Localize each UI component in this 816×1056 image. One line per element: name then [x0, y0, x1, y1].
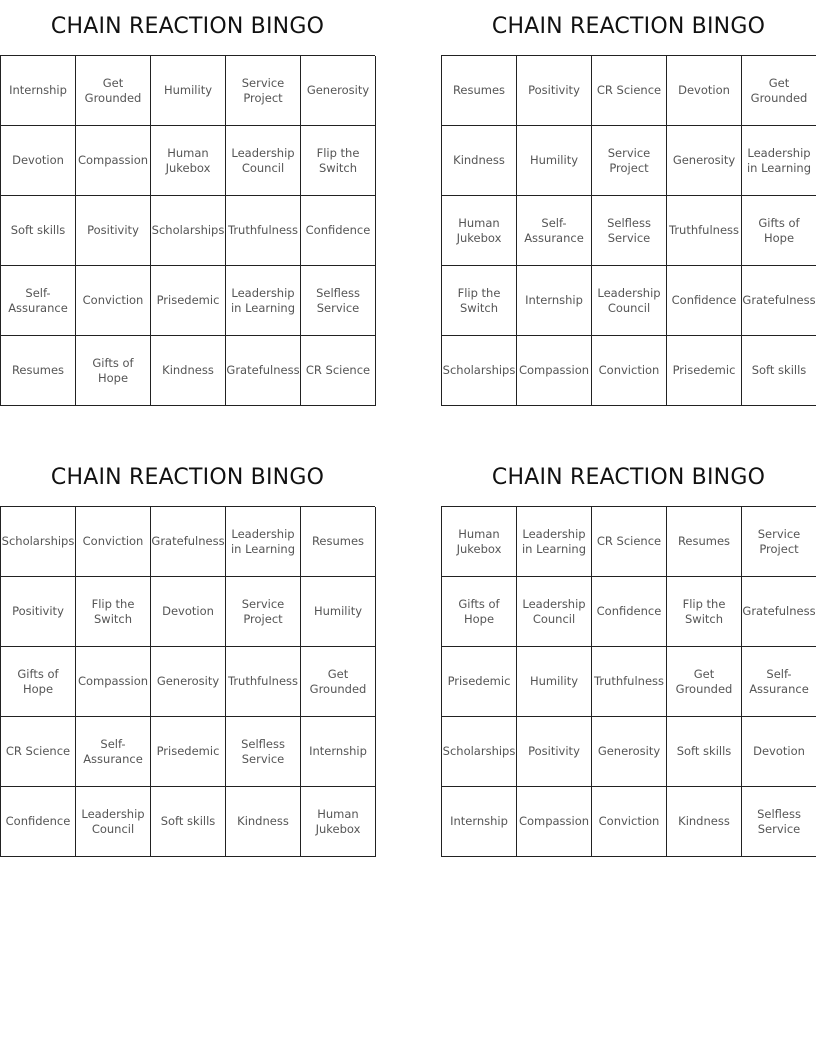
- bingo-cell: Human Jukebox: [151, 126, 226, 196]
- bingo-cell: Humility: [517, 126, 592, 196]
- bingo-cell: Confidence: [1, 787, 76, 857]
- bingo-cell: Prisedemic: [442, 647, 517, 717]
- bingo-card-3: [0, 451, 375, 857]
- bingo-cell: Selfless Service: [301, 266, 376, 336]
- bingo-cell: Scholarships: [1, 507, 76, 577]
- bingo-cell: Positivity: [76, 196, 151, 266]
- bingo-cell: Devotion: [667, 56, 742, 126]
- bingo-cell: Resumes: [667, 507, 742, 577]
- bingo-cell: Flip the Switch: [442, 266, 517, 336]
- bingo-cell: Leadership Council: [592, 266, 667, 336]
- bingo-cell: Scholarships: [151, 196, 226, 266]
- bingo-cell: Get Grounded: [742, 56, 816, 126]
- bingo-cell: Selfless Service: [742, 787, 816, 857]
- bingo-cell: Truthfulness: [667, 196, 742, 266]
- bingo-cell: CR Science: [592, 56, 667, 126]
- bingo-cell: Positivity: [517, 717, 592, 787]
- bingo-cell: Resumes: [1, 336, 76, 406]
- bingo-cell: Confidence: [301, 196, 376, 266]
- bingo-cell: Get Grounded: [301, 647, 376, 717]
- bingo-cell: Gratefulness: [151, 507, 226, 577]
- bingo-cell: Scholarships: [442, 717, 517, 787]
- bingo-cell: Flip the Switch: [301, 126, 376, 196]
- bingo-cell: Selfless Service: [226, 717, 301, 787]
- bingo-cell: Internship: [1, 56, 76, 126]
- bingo-cell: Human Jukebox: [442, 507, 517, 577]
- bingo-cell: Compassion: [517, 787, 592, 857]
- bingo-card-4: [441, 451, 816, 857]
- bingo-cell: Devotion: [151, 577, 226, 647]
- bingo-cell: Leadership in Learning: [226, 266, 301, 336]
- bingo-cell: Soft skills: [742, 336, 816, 406]
- bingo-cell: Humility: [301, 577, 376, 647]
- bingo-cell: Human Jukebox: [301, 787, 376, 857]
- bingo-cell: Kindness: [667, 787, 742, 857]
- bingo-cell: Compassion: [76, 647, 151, 717]
- bingo-cell: Resumes: [301, 507, 376, 577]
- bingo-cell: Gratefulness: [226, 336, 301, 406]
- bingo-grid: [441, 506, 816, 857]
- bingo-cell: Flip the Switch: [667, 577, 742, 647]
- bingo-cell: Internship: [442, 787, 517, 857]
- bingo-grid: [0, 506, 375, 857]
- bingo-cell: Conviction: [592, 336, 667, 406]
- bingo-cell: Selfless Service: [592, 196, 667, 266]
- bingo-cell: Soft skills: [667, 717, 742, 787]
- bingo-cell: Soft skills: [151, 787, 226, 857]
- bingo-cell: Compassion: [76, 126, 151, 196]
- bingo-cell: Gifts of Hope: [742, 196, 816, 266]
- card-title: CHAIN REACTION BINGO: [50, 465, 325, 490]
- bingo-cell: Internship: [517, 266, 592, 336]
- bingo-cell: Confidence: [592, 577, 667, 647]
- bingo-cell: Service Project: [226, 56, 301, 126]
- bingo-cell: Internship: [301, 717, 376, 787]
- bingo-cell: Service Project: [742, 507, 816, 577]
- bingo-cell: Generosity: [151, 647, 226, 717]
- bingo-cell: Kindness: [226, 787, 301, 857]
- bingo-cell: Truthfulness: [592, 647, 667, 717]
- bingo-cell: Kindness: [151, 336, 226, 406]
- card-title: CHAIN REACTION BINGO: [50, 14, 325, 39]
- bingo-grid: [441, 55, 816, 406]
- bingo-cell: Prisedemic: [151, 266, 226, 336]
- bingo-cell: Conviction: [76, 266, 151, 336]
- card-title: CHAIN REACTION BINGO: [491, 14, 766, 39]
- bingo-cell: Leadership Council: [517, 577, 592, 647]
- bingo-cell: Humility: [517, 647, 592, 717]
- bingo-cell: Leadership Council: [226, 126, 301, 196]
- bingo-cell: Self-Assurance: [1, 266, 76, 336]
- bingo-cell: Get Grounded: [76, 56, 151, 126]
- bingo-cell: Soft skills: [1, 196, 76, 266]
- bingo-cell: Resumes: [442, 56, 517, 126]
- bingo-cell: Positivity: [1, 577, 76, 647]
- bingo-card-1: [0, 0, 375, 406]
- bingo-cell: CR Science: [301, 336, 376, 406]
- bingo-cell: Leadership Council: [76, 787, 151, 857]
- bingo-cell: Service Project: [592, 126, 667, 196]
- bingo-cell: Prisedemic: [151, 717, 226, 787]
- bingo-cell: Gifts of Hope: [442, 577, 517, 647]
- bingo-cell: Self-Assurance: [76, 717, 151, 787]
- bingo-cell: Get Grounded: [667, 647, 742, 717]
- bingo-cell: CR Science: [1, 717, 76, 787]
- bingo-cell: Devotion: [1, 126, 76, 196]
- bingo-cell: Conviction: [76, 507, 151, 577]
- bingo-cell: Generosity: [592, 717, 667, 787]
- bingo-grid: [0, 55, 375, 406]
- bingo-card-2: [441, 0, 816, 406]
- bingo-cell: Compassion: [517, 336, 592, 406]
- bingo-cell: Devotion: [742, 717, 816, 787]
- bingo-cell: Conviction: [592, 787, 667, 857]
- bingo-cell: Gifts of Hope: [76, 336, 151, 406]
- bingo-cell: Generosity: [667, 126, 742, 196]
- bingo-cell: Truthfulness: [226, 196, 301, 266]
- bingo-cell: Leadership in Learning: [226, 507, 301, 577]
- bingo-cell: Service Project: [226, 577, 301, 647]
- bingo-cell: Positivity: [517, 56, 592, 126]
- bingo-cell: Flip the Switch: [76, 577, 151, 647]
- bingo-cell: Humility: [151, 56, 226, 126]
- bingo-cell: Gifts of Hope: [1, 647, 76, 717]
- bingo-cell: Gratefulness: [742, 266, 816, 336]
- bingo-cell: Gratefulness: [742, 577, 816, 647]
- bingo-cell: Generosity: [301, 56, 376, 126]
- bingo-cell: Human Jukebox: [442, 196, 517, 266]
- bingo-cell: Leadership in Learning: [742, 126, 816, 196]
- bingo-cell: Leadership in Learning: [517, 507, 592, 577]
- bingo-cell: Self-Assurance: [517, 196, 592, 266]
- bingo-cell: Truthfulness: [226, 647, 301, 717]
- bingo-cell: Kindness: [442, 126, 517, 196]
- bingo-cell: Confidence: [667, 266, 742, 336]
- bingo-cell: CR Science: [592, 507, 667, 577]
- bingo-cell: Scholarships: [442, 336, 517, 406]
- card-title: CHAIN REACTION BINGO: [491, 465, 766, 490]
- bingo-cell: Prisedemic: [667, 336, 742, 406]
- bingo-cell: Self-Assurance: [742, 647, 816, 717]
